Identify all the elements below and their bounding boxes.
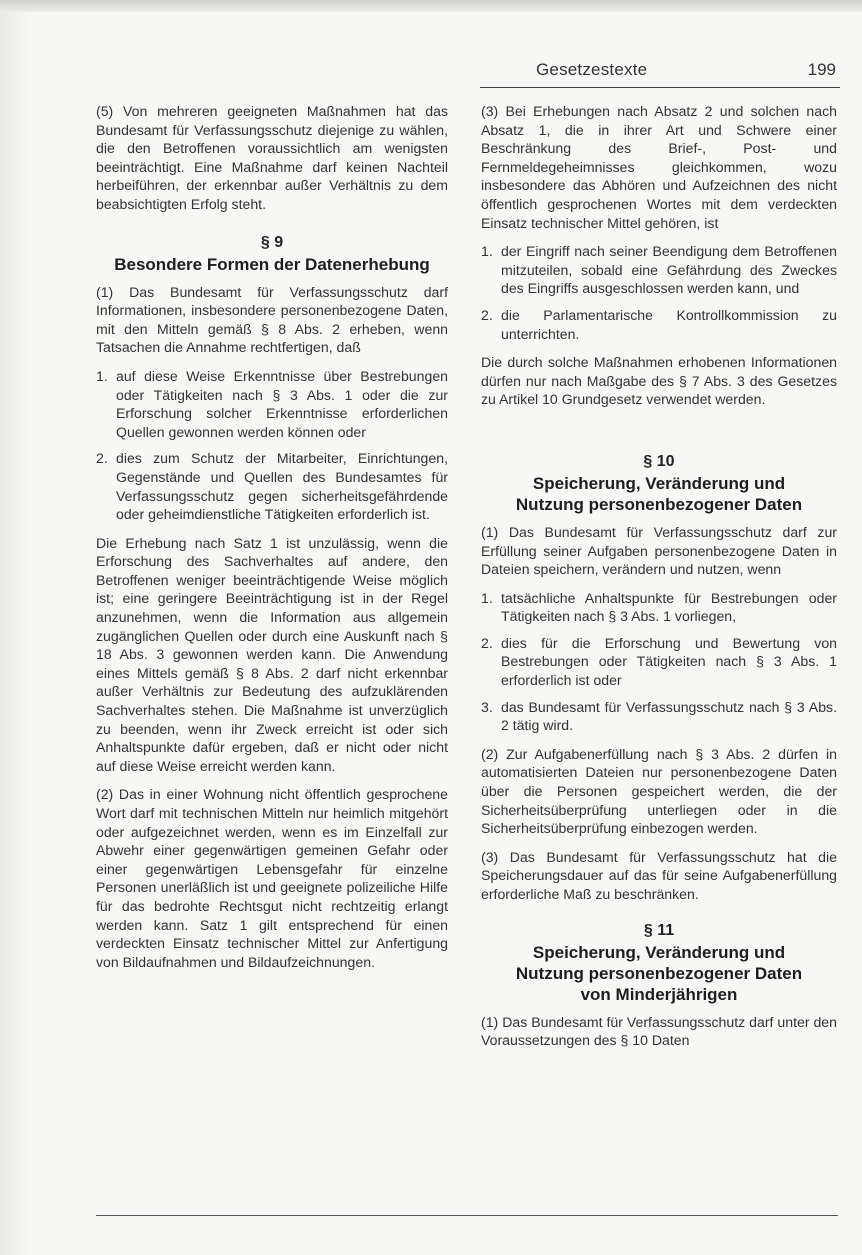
running-header: [480, 60, 840, 84]
list-item-number: 2.: [481, 306, 493, 323]
section-11-title-line-2: Nutzung personenbezogener Daten: [515, 963, 803, 983]
footer-rule: [96, 1215, 838, 1216]
section-10-title-line-2: Nutzung personenbezogener Daten: [515, 494, 803, 514]
header-rule: [480, 87, 840, 88]
section-10-heading: [481, 451, 837, 515]
list-item-text: tatsächliche Anhaltspunkte für Bestrebungen oder Tätigkeiten nach § 3 Abs. 1 vorliegen,: [501, 589, 837, 625]
section-9-heading: [96, 232, 448, 275]
left-column: [96, 102, 448, 981]
list-item: [481, 589, 837, 626]
list-item-number: 2.: [96, 450, 108, 467]
paragraph-9-1-continued: Die Erhebung nach Satz 1 ist unzulässig, wenn die Erforschung des Sachverhaltes auf andere, den Betroffenen weniger beeinträchtigende Weise möglich ist; eine geringere Beeinträchtigung ist in der Regel anzunehmen, wenn die Information aus allgemein zugänglichen Quellen oder durch eine Auskunft nach § 18 Abs. 3 gewonnen werden kann. Die Anwendung eines Mittels gemäß § 8 Abs. 2 darf nicht erkennbar außer Verhältnis zur Bedeutung des aufzuklärenden Sachverhaltes stehen. Die Maßnahme ist unverzüglich zu beenden, wenn ihr Zweck erreicht ist oder sich Anhaltspunkte dafür ergeben, daß er nicht oder nicht auf diese Weise erreicht werden kann.: [96, 534, 448, 774]
list-item: [96, 449, 448, 523]
list-item-number: 3.: [481, 698, 493, 715]
list-item: [96, 367, 448, 441]
list-item-number: 1.: [481, 589, 493, 606]
list-item-text: die Parlamentarische Kontrollkommission zu unterrichten.: [501, 306, 837, 342]
paragraph-9-3: (3) Bei Erhebungen nach Absatz 2 und solchen nach Absatz 1, die in ihrer Art und Schwere einer Beschränkung des Brief-, Post- und Fernmeldegeheimnisses gleichkommen, wozu insbesondere das Abhören und Aufzeichnen des nicht öffentlich gesprochenen Wortes mit dem verdeckten Einsatz technischer Mittel gehören, ist: [481, 103, 837, 231]
section-9-title: Besondere Formen der Datenerhebung: [114, 254, 430, 274]
list-item-number: 1.: [96, 367, 108, 384]
section-9-number: § 9: [260, 233, 284, 251]
paragraph-9-3-continued: Die durch solche Maßnahmen erhobenen Informationen dürfen nur nach Maßgabe des § 7 Abs. 3 des Gesetzes zu Artikel 10 Grundgesetz verwendet werden.: [481, 354, 837, 408]
page-top-edge: [0, 0, 862, 12]
list-item-text: das Bundesamt für Verfassungsschutz nach § 3 Abs. 2 tätig wird.: [501, 698, 837, 734]
paragraph-9-1: (1) Das Bundesamt für Verfassungsschutz darf Informationen, insbesondere personenbezogene Daten, mit den Mitteln gemäß § 8 Abs. 2 erheben, wenn Tatsachen die Annahme rechtfertigen, daß: [96, 283, 448, 356]
section-11-heading: [481, 920, 837, 1005]
paragraph-10-1: (1) Das Bundesamt für Verfassungsschutz darf zur Erfüllung seiner Aufgaben personenbezogene Daten in Dateien speichern, verändern und nutzen, wenn: [481, 523, 837, 578]
section-10-title-line-1: Speicherung, Veränderung und: [532, 473, 786, 493]
list-item-text: der Eingriff nach seiner Beendigung dem Betroffenen mitzuteilen, sobald eine Gefährdung des Zweckes des Eingriffs ausgeschlossen werden kann, und: [501, 243, 837, 297]
paragraph-11-1: (1) Das Bundesamt für Verfassungsschutz darf unter den Voraussetzungen des § 10 Daten: [481, 1013, 837, 1049]
list-item-text: auf diese Weise Erkenntnisse über Bestrebungen oder Tätigkeiten nach § 3 Abs. 1 oder die zur Erforschung solcher Erkenntnisse erforderlichen Quellen gewonnen werden können oder: [116, 367, 448, 440]
list-item: [481, 242, 837, 298]
paragraph-10-2: (2) Zur Aufgabenerfüllung nach § 3 Abs. 2 dürfen in automatisierten Dateien nur personenbezogene Daten über die Personen gespeichert werden, die der Sicherheitsüberprüfung unterliegen oder in die Sicherheitsüberprüfung einbezogen werden.: [481, 745, 837, 837]
list-item: [481, 306, 837, 343]
list-item: [481, 634, 837, 690]
section-11-title-line-3: von Minderjährigen: [580, 984, 738, 1004]
section-11-number: § 11: [643, 921, 675, 939]
page-number: 199: [807, 60, 836, 79]
list-item-number: 1.: [481, 243, 493, 260]
section-9-1-list: [96, 367, 448, 524]
paragraph-9-2: (2) Das in einer Wohnung nicht öffentlich gesprochene Wort darf mit technischen Mitteln nur heimlich mitgehört oder aufgezeichnet werden, wenn es im Einzelfall zur Abwehr einer gegenwärtigen gemeinen Gefahr oder einer gegenwärtigen Lebensgefahr für einzelne Personen unerläßlich ist und geeignete polizeiliche Hilfe für das bedrohte Rechtsgut nicht rechtzeitig erlangt werden kann. Satz 1 gilt entsprechend für einen verdeckten Einsatz technischer Mittel zur Anfertigung von Bildaufnahmen und Bildaufzeichnungen.: [96, 786, 448, 970]
paragraph-8-5: (5) Von mehreren geeigneten Maßnahmen hat das Bundesamt für Verfassungsschutz diejenige zu wählen, die den Betroffenen voraussichtlich am wenigsten beeinträchtigt. Eine Maßnahme darf keinen Nachteil herbeiführen, der erkennbar außer Verhältnis zu dem beabsichtigten Erfolg steht.: [96, 103, 448, 212]
header-title: Gesetzestexte: [536, 60, 648, 79]
list-item-number: 2.: [481, 634, 493, 651]
list-item-text: dies für die Erforschung und Bewertung von Bestrebungen oder Tätigkeiten nach § 3 Abs. 1 erforderlich ist oder: [501, 634, 837, 689]
section-9-3-list: [481, 242, 837, 343]
section-10-1-list: [481, 589, 837, 735]
section-10-number: § 10: [643, 452, 675, 470]
paragraph-10-3: (3) Das Bundesamt für Verfassungsschutz hat die Speicherungsdauer auf das für seine Aufgabenerfüllung erforderliche Maß zu beschränken.: [481, 848, 837, 902]
right-column: [481, 102, 837, 1060]
list-item-text: dies zum Schutz der Mitarbeiter, Einrichtungen, Gegenstände und Quellen des Bundesamtes für Verfassungsschutz gegen sicherheitsgefährdende oder geheimdienstliche Tätigkeiten erforderlich ist.: [116, 450, 448, 523]
section-11-title-line-1: Speicherung, Veränderung und: [532, 942, 786, 962]
list-item: [481, 698, 837, 735]
